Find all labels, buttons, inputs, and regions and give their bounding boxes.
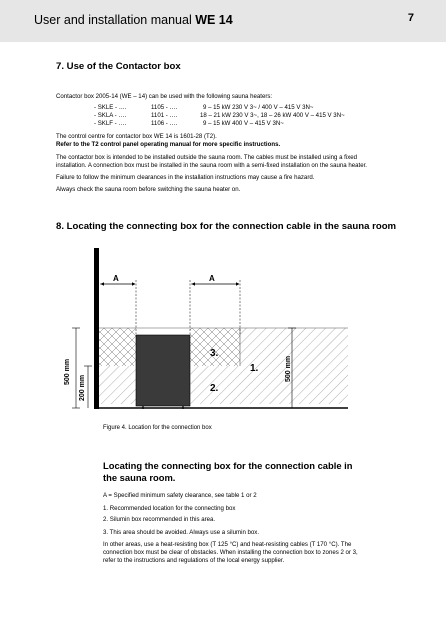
other-areas-text-1: In other areas, use a heat-resisting box (T 125 °C) and heat-resisting cables (T 170 °C). The bbox=[103, 541, 352, 548]
other-areas-text-2: connection box must be clear of obstacles. When installing the connection box to zones 2 or 3, bbox=[103, 549, 358, 556]
list-item: 3. This area should be avoided. Always use a silumin box. bbox=[103, 529, 260, 536]
heater-spec: 9 – 15 kW 230 V 3~ / 400 V – 415 V 3N~ bbox=[203, 104, 314, 111]
dim-right-label: 500 mm bbox=[285, 355, 292, 382]
zone-1-area bbox=[240, 328, 348, 366]
control-centre-text: The control centre for contactor box WE 14 is 1601-28 (T2). bbox=[56, 133, 217, 140]
zone-3-area-left bbox=[98, 328, 136, 366]
heater-code: 1105 - …. bbox=[151, 104, 178, 111]
subheading-line-2: the sauna room. bbox=[103, 471, 176, 483]
heater-code: 1106 - …. bbox=[151, 120, 178, 127]
section-8-heading: 8. Locating the connecting box for the connection cable in the sauna room bbox=[56, 221, 397, 232]
intro-text: Contactor box 2005-14 (WE – 14) can be used with the following sauna heaters: bbox=[56, 93, 273, 100]
sauna-wall bbox=[94, 248, 99, 409]
install-text-2: installation. A connection box must be installed in the sauna room with a semi-fixed installation on the sauna heater. bbox=[56, 162, 367, 169]
label-a-right: A bbox=[209, 274, 215, 283]
zone-2-area bbox=[98, 366, 348, 404]
refer-text: Refer to the T2 control panel operating manual for more specific instructions. bbox=[56, 141, 281, 148]
zone-1-label: 1. bbox=[250, 363, 259, 374]
manual-title: User and installation manual WE 14 bbox=[34, 13, 233, 27]
zone-2-label: 2. bbox=[210, 383, 219, 394]
figure-caption: Figure 4. Location for the connection box bbox=[103, 425, 212, 431]
heater-spec: 9 – 15 kW 400 V – 415 V 3N~ bbox=[203, 120, 284, 127]
heater-model: - SKLA - …. bbox=[94, 112, 127, 119]
section-7-heading: 7. Use of the Contactor box bbox=[56, 61, 181, 72]
other-areas-text-3: refer to the instructions and regulations of the local energy supplier. bbox=[103, 557, 285, 564]
sauna-heater bbox=[136, 335, 190, 406]
subheading-line-1: Locating the connecting box for the connection cable in bbox=[103, 460, 353, 471]
label-a-left: A bbox=[113, 274, 119, 283]
install-text-1: The contactor box is intended to be installed outside the sauna room. The cables must be installed using a fixed bbox=[56, 154, 358, 161]
check-text: Always check the sauna room before switching the sauna heater on. bbox=[56, 186, 241, 193]
dim-left-inner-label: 200 mm bbox=[79, 374, 86, 401]
dim-left-outer-label: 500 mm bbox=[64, 358, 71, 385]
subheading bbox=[103, 460, 353, 483]
heater-model: - SKLF - …. bbox=[94, 120, 127, 127]
page-number: 7 bbox=[407, 12, 414, 24]
list-item: 1. Recommended location for the connecting box bbox=[103, 505, 236, 512]
heater-model: - SKLE - …. bbox=[94, 104, 127, 111]
list-item: A = Specified minimum safety clearance, see table 1 or 2 bbox=[103, 492, 257, 499]
zone-3-label: 3. bbox=[210, 348, 219, 359]
heater-spec: 18 – 21 kW 230 V 3~, 18 – 26 kW 400 V – 415 V 3N~ bbox=[200, 112, 345, 119]
list-item: 2. Silumin box recommended in this area. bbox=[103, 516, 216, 523]
heater-code: 1101 - …. bbox=[151, 112, 178, 119]
zone-3-area bbox=[190, 328, 240, 366]
failure-text: Failure to follow the minimum clearances in the installation instructions may cause a fire hazard. bbox=[56, 174, 315, 181]
